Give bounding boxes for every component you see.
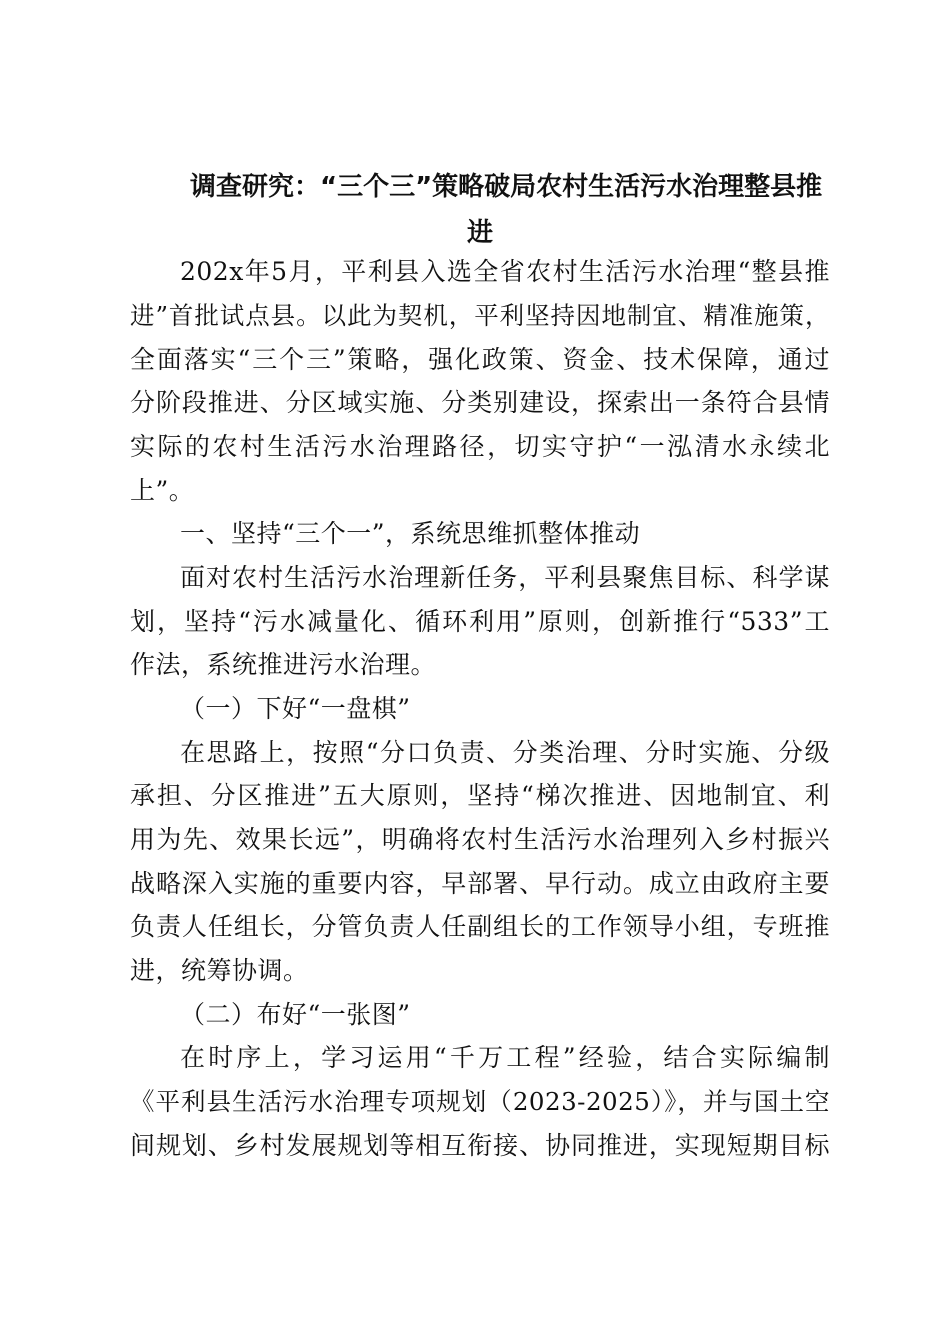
document-title bbox=[130, 164, 830, 256]
body-line: 202x年5月，平利县入选全省农村生活污水治理“整县推 bbox=[180, 257, 830, 286]
body-line: 实际的农村生活污水治理路径，切实守护“一泓清水永续北 bbox=[130, 432, 830, 461]
body-line: 作法，系统推进污水治理。 bbox=[130, 650, 437, 679]
section-heading: 一、坚持“三个一”，系统思维抓整体推动 bbox=[180, 519, 641, 548]
body-line: 上”。 bbox=[130, 476, 195, 505]
body-line: 进”首批试点县。以此为契机，平利坚持因地制宜、精准施策， bbox=[130, 301, 830, 330]
body-line: 划，坚持“污水减量化、循环利用”原则，创新推行“533”工 bbox=[130, 607, 830, 636]
body-line: 在时序上，学习运用“千万工程”经验，结合实际编制 bbox=[180, 1043, 830, 1072]
body-line: 在思路上，按照“分口负责、分类治理、分时实施、分级 bbox=[180, 738, 830, 767]
body-line: 《平利县生活污水治理专项规划（2023-2025）》，并与国土空 bbox=[130, 1087, 830, 1116]
body-line: 用为先、效果长远”，明确将农村生活污水治理列入乡村振兴 bbox=[130, 825, 830, 854]
subsection-heading: （二）布好“一张图” bbox=[180, 1000, 411, 1029]
body-line: 进，统筹协调。 bbox=[130, 956, 309, 985]
body-line: 负责人任组长，分管负责人任副组长的工作领导小组，专班推 bbox=[130, 912, 830, 941]
body-line: 面对农村生活污水治理新任务，平利县聚焦目标、科学谋 bbox=[180, 563, 830, 592]
title-line-2: 进 bbox=[466, 218, 493, 248]
body-line: 战略深入实施的重要内容，早部署、早行动。成立由政府主要 bbox=[130, 869, 830, 898]
body-line: 分阶段推进、分区域实施、分类别建设，探索出一条符合县情 bbox=[130, 388, 830, 417]
body-line: 承担、分区推进”五大原则，坚持“梯次推进、因地制宜、利 bbox=[130, 781, 830, 810]
body-line: 间规划、乡村发展规划等相互衔接、协同推进，实现短期目标 bbox=[130, 1131, 830, 1160]
subsection-heading: （一）下好“一盘棋” bbox=[180, 694, 411, 723]
body-line: 全面落实“三个三”策略，强化政策、资金、技术保障，通过 bbox=[130, 345, 830, 374]
title-line-1: 调查研究：“三个三”策略破局农村生活污水治理整县推 bbox=[190, 172, 823, 202]
